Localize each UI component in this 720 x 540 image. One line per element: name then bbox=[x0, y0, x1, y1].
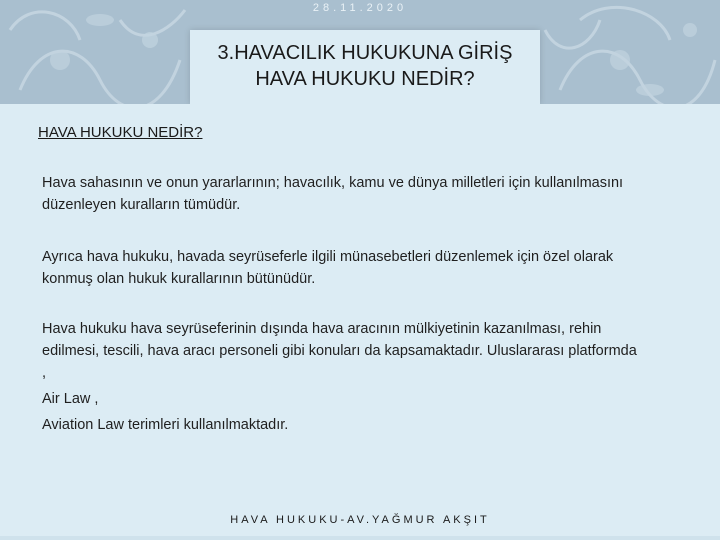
bottom-band bbox=[0, 536, 720, 540]
paragraph-aviation-law: Aviation Law terimleri kullanılmaktadır. bbox=[42, 417, 289, 433]
content-heading: HAVA HUKUKU NEDİR? bbox=[38, 124, 203, 141]
slide-date: 28.11.2020 bbox=[312, 2, 408, 14]
paragraph-air-law: Air Law , bbox=[42, 391, 99, 407]
slide-content bbox=[0, 104, 720, 540]
title-line-2: HAVA HUKUKU NEDİR? bbox=[255, 68, 475, 90]
title-line-1: 3.HAVACILIK HUKUKUNA GİRİŞ bbox=[217, 42, 513, 64]
paragraph-1: Hava sahasının ve onun yararlarının; havacılık, kamu ve dünya milletleri için kullanılmasını düzenleyen kuralların tümüdür. bbox=[42, 175, 624, 213]
paragraph-3: Hava hukuku hava seyrüseferinin dışında hava aracının mülkiyetinin kazanılması, rehin edilmesi, tescili, hava aracı personeli gibi konuları da kapsamaktadır. Uluslararası platformda , bbox=[42, 321, 637, 381]
slide-footer: HAVA HUKUKU-AV.YAĞMUR AKŞIT bbox=[230, 514, 490, 526]
slide-title bbox=[190, 40, 540, 92]
paragraph-2: Ayrıca hava hukuku, havada seyrüseferle ilgili münasebetleri düzenlemek için özel olarak konmuş olan hukuk kurallarının bütünüdür. bbox=[42, 249, 614, 287]
